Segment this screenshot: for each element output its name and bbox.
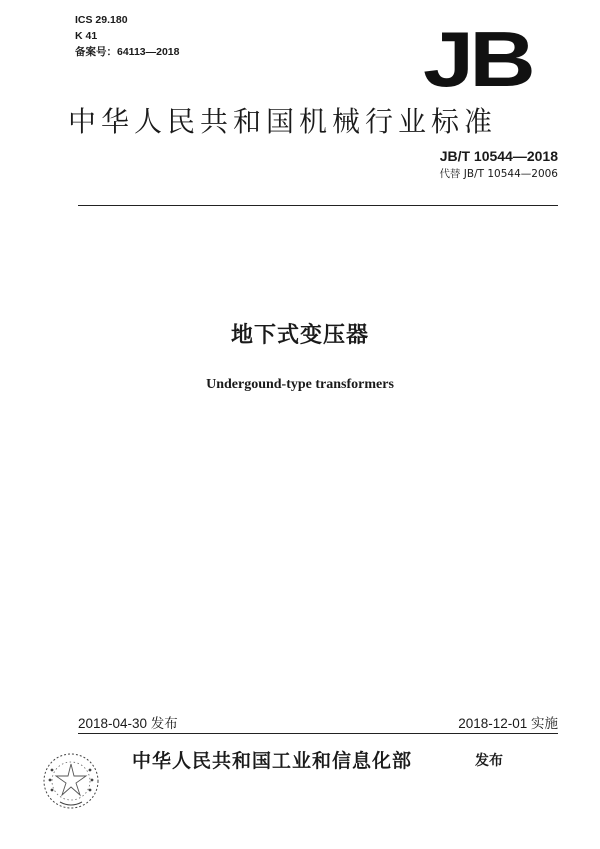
jb-logo xyxy=(420,22,535,94)
document-title: 地下式变压器 xyxy=(230,323,369,348)
logo-text: JB xyxy=(423,22,532,94)
issuing-ministry: 中华人民共和国工业和信息化部 xyxy=(132,750,413,772)
document-subtitle-en: Undergound-type transformers xyxy=(206,377,394,392)
record-number: 备案号：64113—2018 xyxy=(75,46,180,58)
ccs-code: K 41 xyxy=(75,30,98,42)
replaces-standard: 代替 JB/T 10544—2006 xyxy=(439,168,558,180)
ics-code: ICS 29.180 xyxy=(75,14,128,26)
standard-number-block xyxy=(388,148,558,181)
issued-label: 发布 xyxy=(475,753,503,769)
classification-block xyxy=(75,12,179,60)
issuer-title: 中华人民共和国机械行业标准 xyxy=(68,105,498,138)
standard-code: JB/T 10544—2018 xyxy=(439,148,558,164)
implementation-date: 2018-12-01 实施 xyxy=(458,716,558,731)
ministry-seal-icon xyxy=(40,750,102,812)
top-divider xyxy=(78,205,558,206)
bottom-divider xyxy=(78,733,558,734)
release-date: 2018-04-30 发布 xyxy=(78,716,178,731)
